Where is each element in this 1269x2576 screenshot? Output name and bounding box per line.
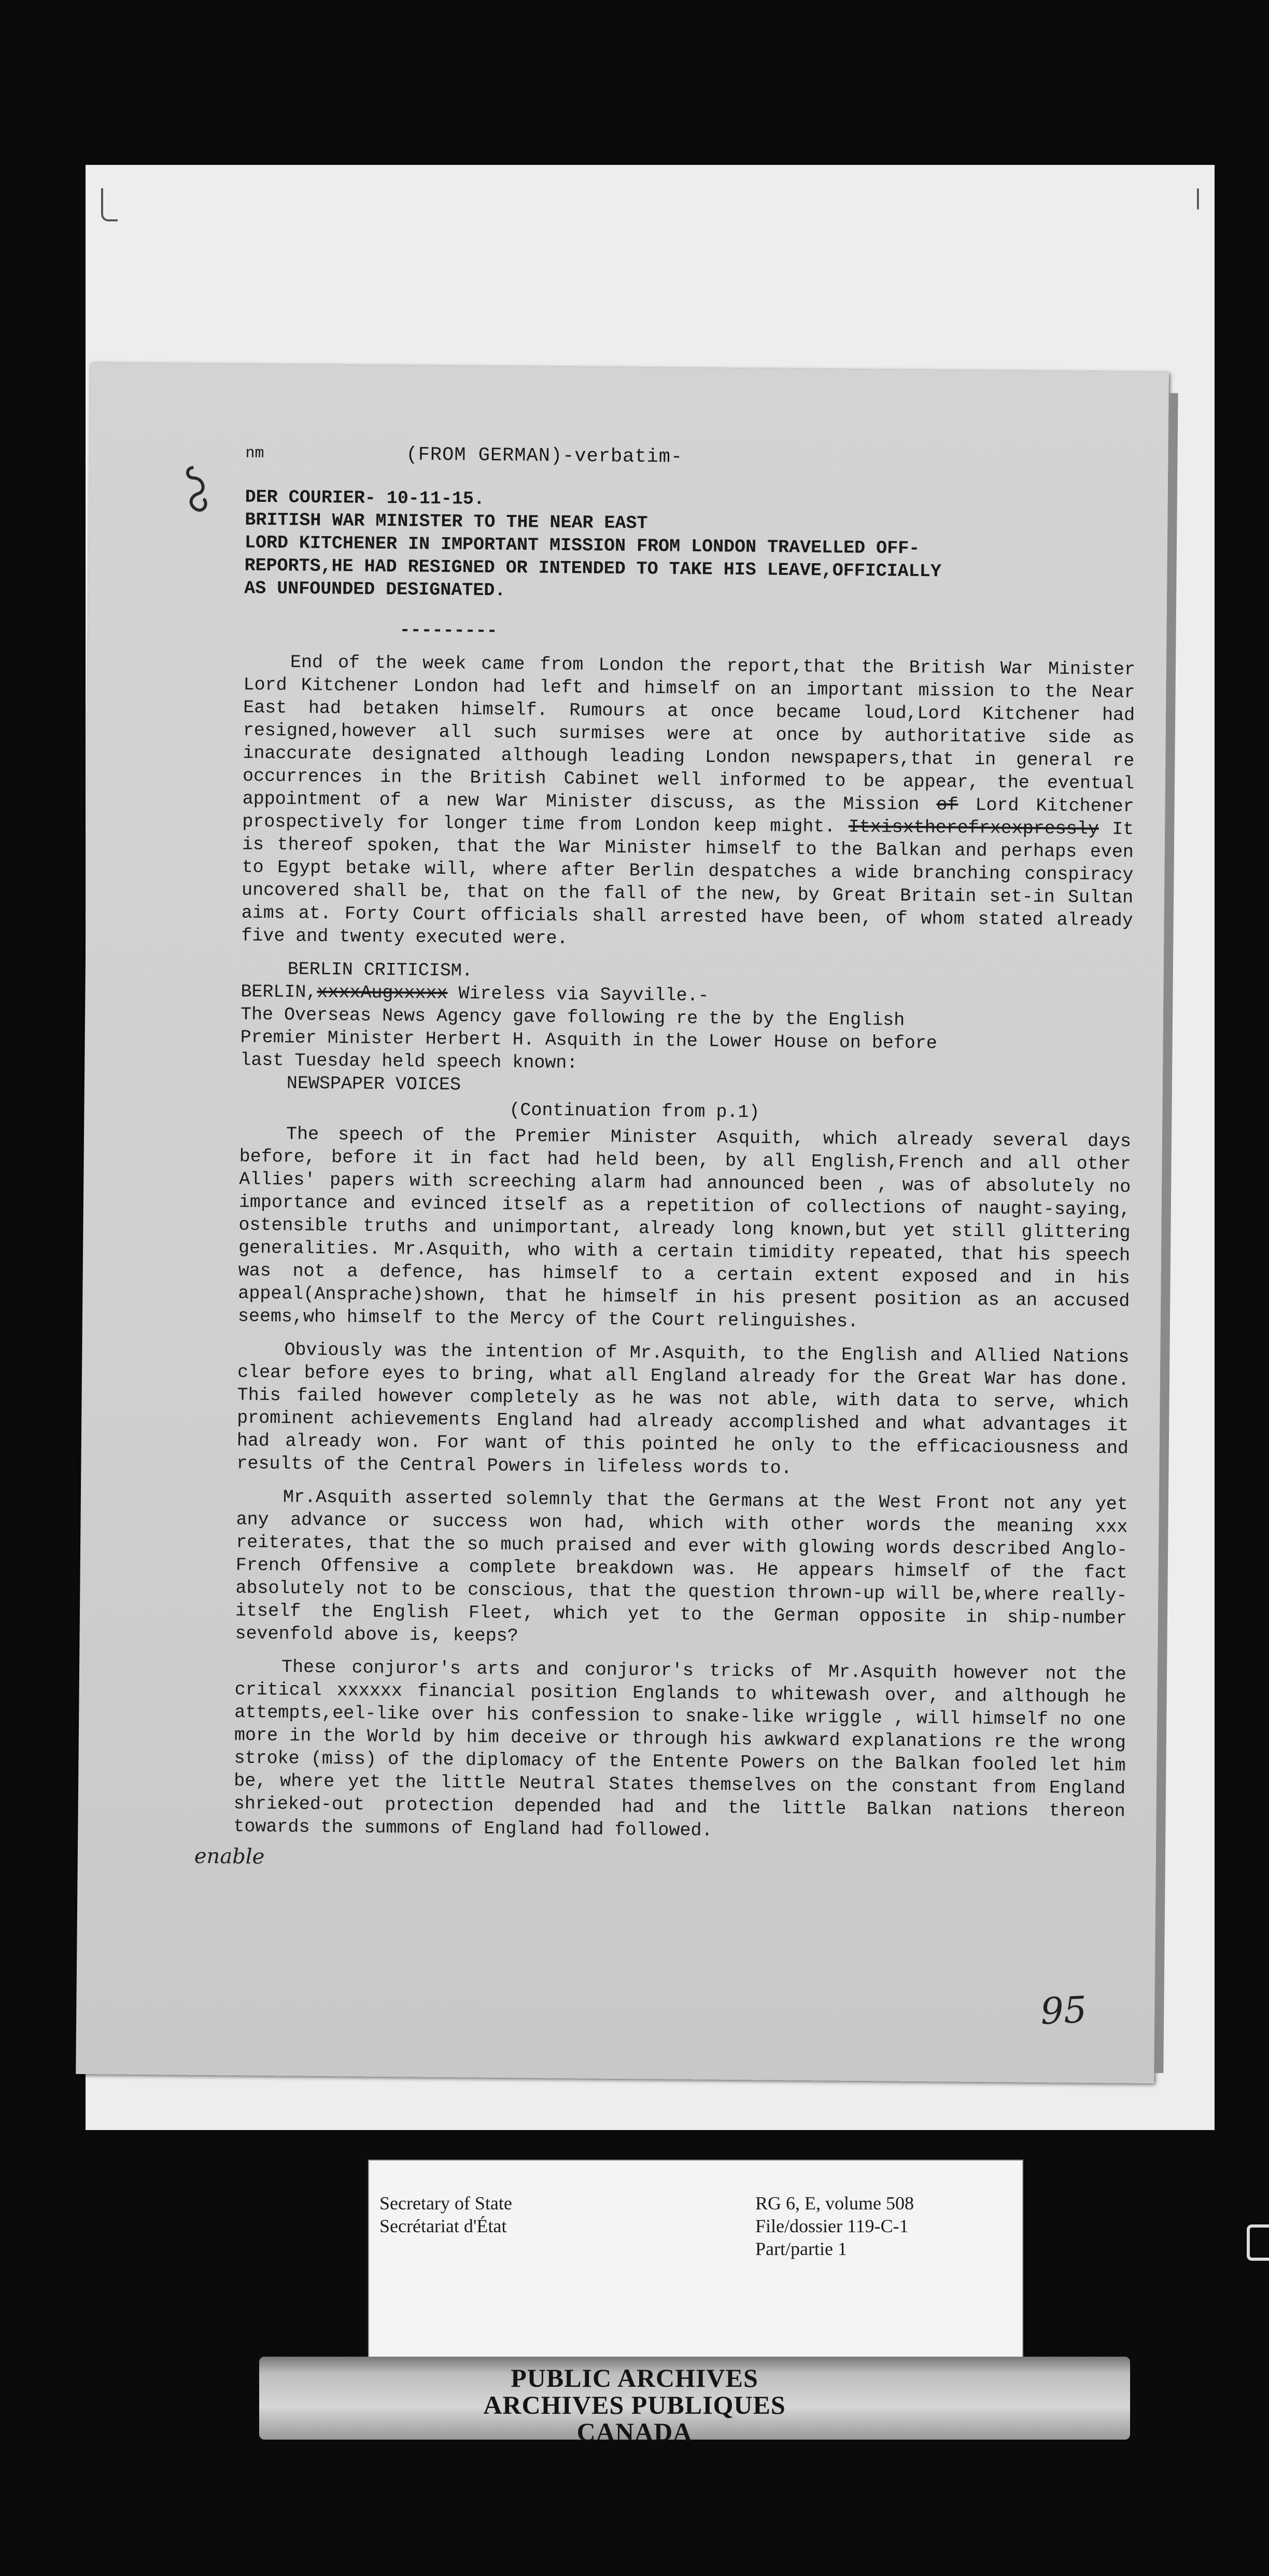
page-number: 95 <box>1039 1988 1088 2033</box>
stamp-line-country: CANADA <box>576 2417 693 2446</box>
document-page <box>76 363 1169 2083</box>
department-fr: Secrétariat d'État <box>379 2216 507 2236</box>
paragraph-text: End of the week came from London the report,that the British War Minister Lord Kitchener London had left and himself on an important mission to the Near East had betaken himself. Rumours at once became loud,Lord Kitchener had resigned,however all such surmises were at once by authoritative side as inaccurate designated although leading London newspapers,that in general re occurrences in the British Cabinet well informed to be appear, the eventual appointment of a new War Minister discuss, as the Mission <box>242 652 1136 815</box>
subheadline: REPORTS,HE HAD RESIGNED OR INTENDED TO TAKE HIS LEAVE,OFFICIALLY <box>244 555 941 582</box>
paragraph-text: Lord Kitchener prospectively for longer time from London keep might. <box>242 794 1134 837</box>
dateline-heading: DER COURIER- 10-11-15. <box>245 486 485 510</box>
paragraph: Mr.Asquith asserted solemnly that the Germans at the West Front not any yet any advance or success won had, which with other words the meaning xxx reiterates, that the so much praised and ever with glowing words described Anglo-French Offensive a complete breakdown was. He appears himself of the fact absolutely not to be conscious, that the question thrown-up will be,where really-itself the English Fleet, which yet to the German opposite in ship-number sevenfold above is, keeps? <box>235 1487 1129 1647</box>
department-en: Secretary of State <box>379 2193 512 2214</box>
paragraph: These conjuror's arts and conjuror's tricks of Mr.Asquith however not the critical xxxxxx financial position Englands to whitewash over, and although he attempts,eel-like over his confession to snake-like wriggle , will himself no one more in the World by him deceive or through his awkward explanations re the wrong stroke (miss) of the diplomacy of the Entente Powers on the Balkan fooled let him be, where yet the little Neutral States themselves on the constant from England shrieked-out protection depended had and the little Balkan nations thereon towards the summons of England had followed. <box>233 1657 1127 1841</box>
handwritten-annotation: enable <box>194 1844 265 1869</box>
subheadline: AS UNFOUNDED DESIGNATED. <box>244 578 506 601</box>
agency-line: last Tuesday held speech known: <box>240 1049 578 1074</box>
file-number: File/dossier 119-C-1 <box>755 2216 909 2236</box>
separator-line: --------- <box>399 620 498 641</box>
struck-text: Itxisxtherefrxexpressly <box>848 816 1099 840</box>
typed-text-body <box>233 442 1137 1856</box>
scanner-edge-marker <box>1247 2224 1269 2261</box>
header-line <box>245 442 1137 473</box>
paragraph-text: It is thereof spoken, that the War Minister himself to the Balkan and perhaps even to Egypt betake will, where after Berlin despatches a wide branching conspiracy uncovered shall be, that on the fall of the new, by Great Britain set-in Sultan aims at. Forty Court officials shall arrested have been, of whom stated already five and twenty executed were. <box>241 819 1134 949</box>
stamp-line-en: PUBLIC ARCHIVES <box>511 2363 758 2392</box>
paragraph: The speech of the Premier Minister Asquith, which already several days before, before it in fact had held been, by all English,French and all other Allies' papers with screeching alarm had announced been , was of absolutely no importance and evinced itself as a repetition of collections of naught-saying, ostensible truths and unimportant, already long known,but yet still glittering generalities. Mr.Asquith, who with a certain timidity repeated, that his speech was not a defence, has himself to a certain extent exposed and in his appeal(Ansprache)shown, that he himself in his present position as an accused seems,who himself to the Mercy of the Court relinguishes. <box>237 1124 1132 1332</box>
section-title: BERLIN CRITICISM. <box>287 959 473 982</box>
struck-text: xxxxAugxxxxx <box>317 982 448 1004</box>
agency-line: The Overseas News Agency gave following re the by the English <box>240 1004 905 1031</box>
translation-note: (FROM GERMAN)-verbatim- <box>406 444 683 468</box>
part-number: Part/partie 1 <box>755 2238 847 2259</box>
struck-text: of <box>936 794 958 816</box>
label-reference <box>755 2192 914 2260</box>
dateline-city: BERLIN, <box>241 981 317 1003</box>
archive-stamp <box>0 2364 1269 2445</box>
dateline-source: Wireless via Sayville.- <box>458 983 709 1006</box>
pencil-mark <box>101 188 118 221</box>
continuation-note: (Continuation from p.1) <box>509 1100 760 1123</box>
archive-label <box>368 2160 1023 2379</box>
paragraph: Obviously was the intention of Mr.Asquith, to the English and Allied Nations clear before eyes to bring, what all England already for the Great War has done. This failed however completely as he was not able, with data to serve, which prominent achievements England had already accomplished and what advantages it had already won. For want of this pointed he only to the efficaciousness and results of the Central Powers in lifeless words to. <box>236 1339 1130 1479</box>
corner-mark: | <box>1191 186 1204 209</box>
paragraph <box>241 651 1135 955</box>
paper-clip-icon <box>182 463 214 515</box>
typist-initials: nm <box>245 444 264 463</box>
agency-line: Premier Minister Herbert H. Asquith in the Lower House on before <box>240 1027 938 1054</box>
headline: BRITISH WAR MINISTER TO THE NEAR EAST <box>245 509 648 534</box>
stamp-line-fr: ARCHIVES PUBLIQUES <box>483 2390 786 2419</box>
label-department <box>379 2192 512 2237</box>
record-group: RG 6, E, volume 508 <box>755 2193 914 2214</box>
section-heading: NEWSPAPER VOICES <box>286 1073 461 1096</box>
subheadline: LORD KITCHENER IN IMPORTANT MISSION FROM LONDON TRAVELLED OFF- <box>244 532 920 559</box>
